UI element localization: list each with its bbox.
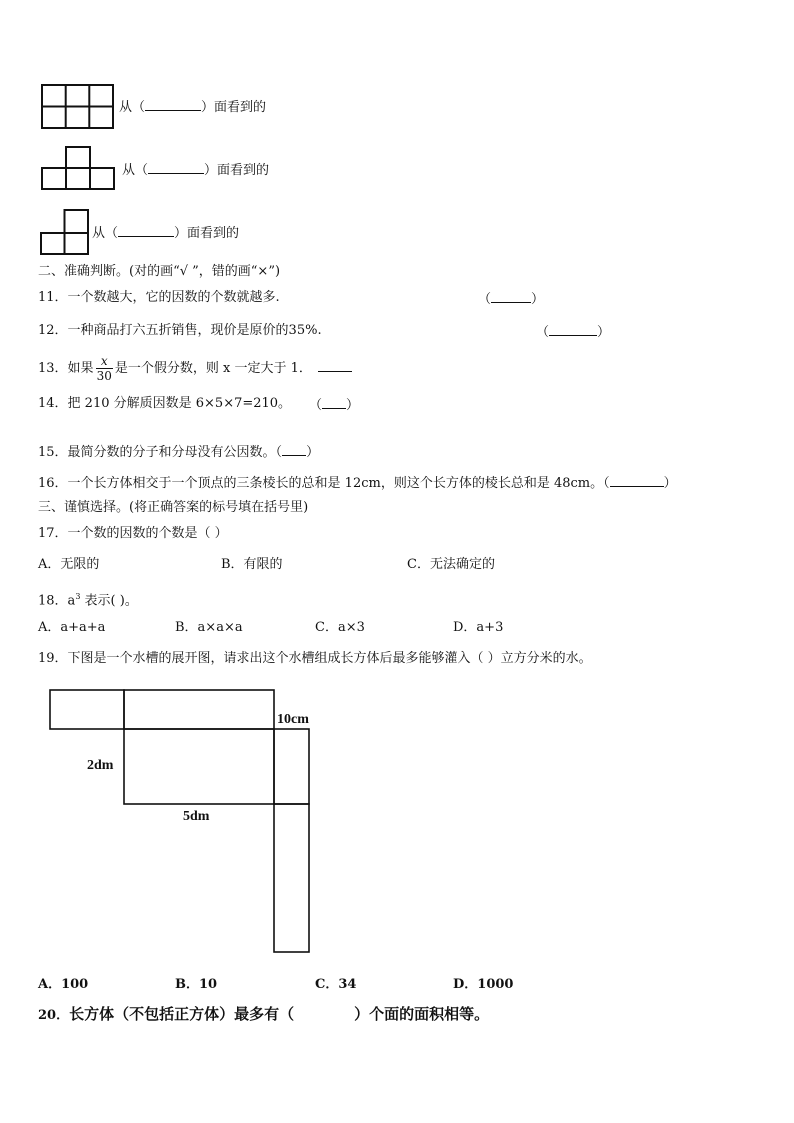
view-text-2: 从（ ）面看到的: [122, 163, 270, 178]
answer-blank[interactable]: [610, 474, 664, 487]
answer-blank[interactable]: [282, 443, 306, 456]
answer-blank[interactable]: [322, 396, 346, 409]
net-top-strip-right: [124, 690, 274, 729]
view-text-1: 从（ ）面看到的: [119, 100, 267, 115]
net-top-strip-left: [50, 690, 124, 729]
net-side-lower: [274, 804, 309, 952]
question-19-option-d[interactable]: D．1000: [453, 977, 514, 992]
answer-blank[interactable]: [318, 359, 352, 372]
view-text-3: 从（ ）面看到的: [92, 226, 240, 241]
view-figure-1: [0, 0, 794, 260]
label-10cm: 10cm: [277, 712, 309, 727]
question-14: 14．把 210 分解质因数是 6×5×7=210。: [38, 396, 292, 411]
question-18-option-d[interactable]: D．a+3: [453, 620, 504, 635]
net-base: [124, 729, 274, 804]
tank-net-figure: [0, 680, 794, 970]
net-side-upper: [274, 729, 309, 804]
question-18-option-b[interactable]: B．a×a×a: [175, 620, 243, 635]
grid-l-shape: [41, 210, 88, 254]
answer-blank[interactable]: [145, 98, 201, 111]
fraction-x-over-30: $\frac{x}{30}$: [96, 354, 112, 383]
question-11-answer: （ ）: [478, 292, 545, 307]
answer-blank[interactable]: [549, 323, 597, 336]
question-12: 12．一种商品打六五折销售，现价是原价的35%.: [38, 323, 322, 338]
question-12-answer: （ ）: [536, 325, 611, 340]
label-5dm: 5dm: [183, 809, 210, 824]
question-18-option-a[interactable]: A．a+a+a: [38, 620, 106, 635]
question-19-option-b[interactable]: B．10: [175, 977, 218, 992]
answer-blank[interactable]: [148, 161, 204, 174]
grid-3x2: [42, 85, 113, 128]
question-19-option-a[interactable]: A．100: [38, 977, 89, 992]
section-3-heading: 三、谨慎选择。(将正确答案的标号填在括号里): [38, 500, 309, 515]
question-20: 20．长方体（不包括正方体）最多有（ ）个面的面积相等。: [38, 1005, 490, 1023]
question-18: 18．$a^3$ 表示( )。: [38, 592, 138, 609]
question-14-answer: （ ）: [309, 398, 360, 413]
grid-t-shape: [42, 147, 114, 189]
question-15: 15．最简分数的分子和分母没有公因数。（ ）: [38, 445, 320, 460]
question-13: 13．如果 $\frac{x}{30}$ 是一个假分数，则 x 一定大于 1．: [38, 354, 352, 383]
answer-blank[interactable]: [491, 290, 531, 303]
question-19-option-c[interactable]: C．34: [315, 977, 357, 992]
question-18-option-c[interactable]: C．a×3: [315, 620, 365, 635]
section-2-heading: 二、准确判断。(对的画“√ ”，错的画“×”): [38, 264, 281, 279]
answer-blank[interactable]: [118, 224, 174, 237]
question-17-option-c[interactable]: C．无法确定的: [407, 557, 495, 572]
question-17-option-b[interactable]: B．有限的: [221, 557, 283, 572]
question-16: 16．一个长方体相交于一个顶点的三条棱长的总和是 12cm，则这个长方体的棱长总和是 48cm。（ ）: [38, 476, 677, 491]
question-17-option-a[interactable]: A．无限的: [38, 557, 100, 572]
label-2dm: 2dm: [87, 758, 114, 773]
question-19: 19．下图是一个水槽的展开图，请求出这个水槽组成长方体后最多能够灌入（ ）立方分米的水。: [38, 651, 592, 666]
question-11: 11．一个数越大，它的因数的个数就越多.: [38, 290, 280, 305]
question-17: 17．一个数的因数的个数是（ ）: [38, 526, 228, 541]
